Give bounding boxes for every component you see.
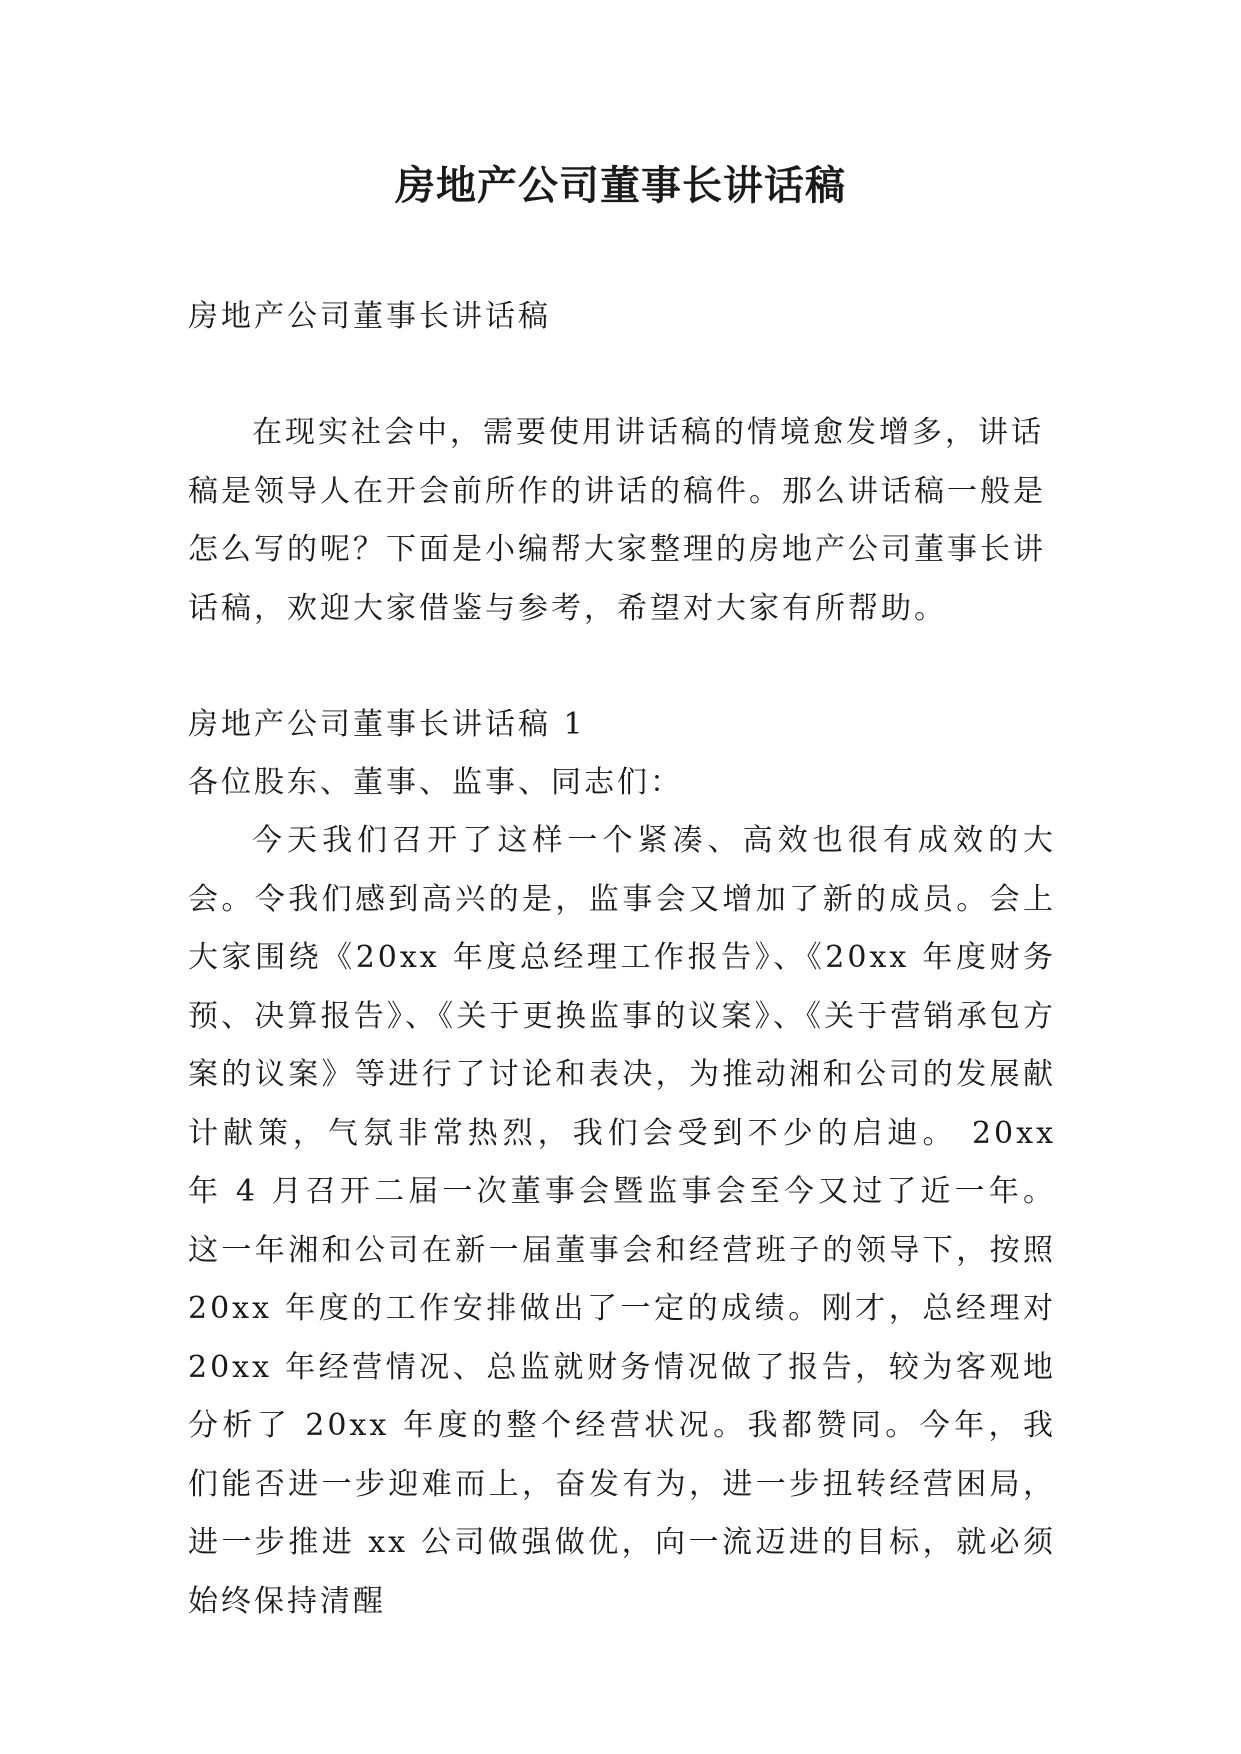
document-subtitle: 房地产公司董事长讲话稿 (188, 299, 551, 334)
body-paragraph: 今天我们召开了这样一个紧凑、高效也很有成效的大会。令我们感到高兴的是，监事会又增加了新的成员。会上大家围绕《20xx 年度总经理工作报告》、《20xx 年度财务预、决算报告》、《关于更换监事的议案》、《关于营销承包方案的议案》等进行了讨论和表决，为推动湘和公司的发展献计献策，气氛非常热烈，我们会受到不少的启迪。 20xx 年 4 月召开二届一次董事会暨监事会至今又过了近一年。这一年湘和公司在新一届董事会和经营班子的领导下，按照 20xx 年度的工作安排做出了一定的成绩。刚才，总经理对 20xx 年经营情况、总监就财务情况做了报告，较为客观地分析了 20xx 年度的整个经营状况。我都赞同。今年，我们能否进一步迎难而上，奋发有为，进一步扭转经营困局，进一步推进 xx 公司做强做优，向一流迈进的目标，就必须始终保持清醒 (188, 823, 1056, 1619)
document-title: 房地产公司董事长讲话稿 (395, 162, 846, 209)
section-heading: 房地产公司董事长讲话稿 1 (188, 707, 586, 742)
intro-paragraph: 在现实社会中，需要使用讲话稿的情境愈发增多，讲话稿是领导人在开会前所作的讲话的稿件。那么讲话稿一般是怎么写的呢？下面是小编帮大家整理的房地产公司董事长讲话稿，欢迎大家借鉴与参考，希望对大家有所帮助。 (188, 415, 1046, 626)
greeting-line: 各位股东、董事、监事、同志们： (188, 765, 683, 800)
